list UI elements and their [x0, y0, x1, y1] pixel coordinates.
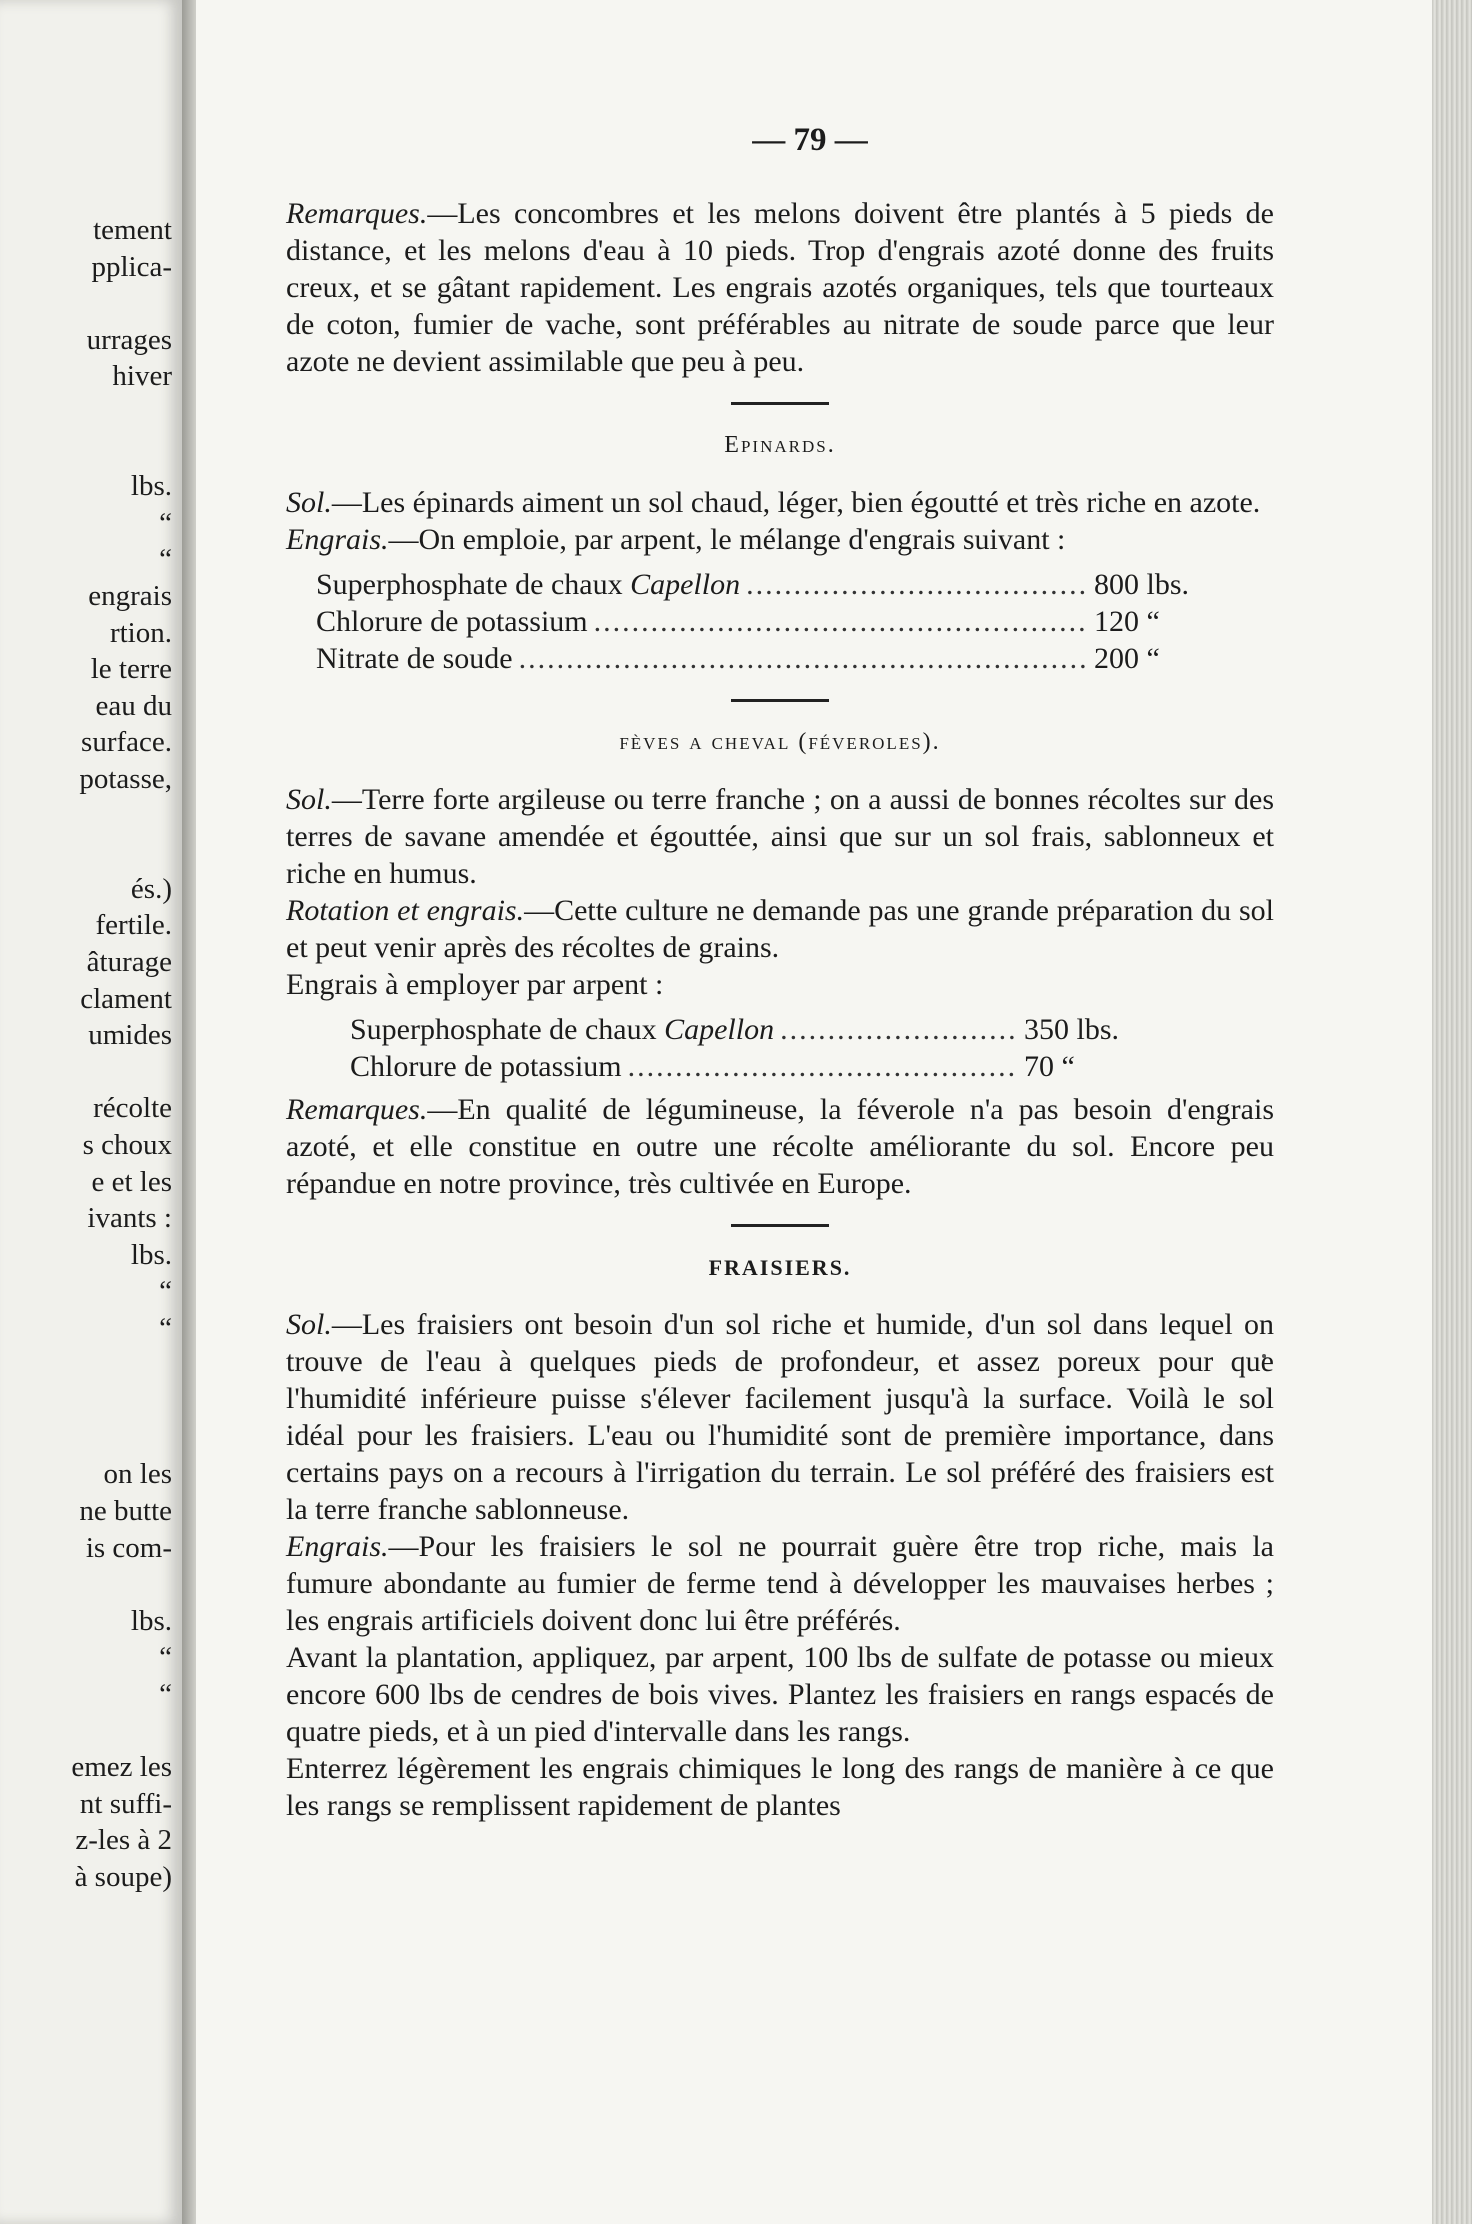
left-page-line: “: [159, 506, 172, 539]
left-page-line: emez les: [71, 1751, 172, 1784]
epinards-sol: [286, 484, 1274, 521]
paragraph-label: Sol.: [286, 783, 332, 816]
fertilizer-quantity: 200 “: [1094, 642, 1160, 675]
paragraph-label: Sol.: [286, 1308, 332, 1341]
left-page-line: pplica-: [91, 250, 172, 283]
epinards-engrais: [286, 521, 1274, 558]
left-page-line: ne butte: [79, 1495, 172, 1527]
table-row: [286, 566, 1274, 603]
left-page-line: is com-: [85, 1531, 172, 1564]
leader-dots: [594, 603, 1088, 640]
left-page-line: engrais: [88, 580, 172, 612]
left-page-line: és.): [130, 872, 172, 905]
left-page-line: lbs.: [130, 1604, 172, 1637]
fertilizer-brand: Capellon: [664, 1013, 775, 1046]
paragraph-text: —Terre forte argileuse ou terre franche ; on a aussi de bonnes récoltes sur des terres de savane amendée et égouttée, ainsi que sur un sol frais, sablonneux et riche en humus.: [286, 783, 1274, 890]
leader-dots: [780, 1011, 1018, 1048]
fertilizer-quantity: 800 lbs.: [1094, 568, 1190, 601]
table-row: [286, 1048, 1274, 1085]
fertilizer-name: Superphosphate de chaux: [316, 568, 631, 601]
fraisiers-sol: [286, 1306, 1274, 1528]
left-page-line: ivants :: [87, 1202, 172, 1235]
left-page-line: tement: [93, 214, 172, 246]
fertilizer-brand: Capellon: [630, 568, 741, 601]
fertilizer-name: Nitrate de soude: [316, 642, 513, 675]
left-page-line: z-les à 2: [75, 1824, 172, 1857]
paragraph-label: Sol.: [286, 486, 332, 519]
left-page-line: hiver: [112, 360, 172, 393]
fertilizer-quantity: 350 lbs.: [1024, 1013, 1120, 1046]
leader-dots: [746, 566, 1088, 603]
fraisiers-enterrez: [286, 1750, 1274, 1824]
page-content: [286, 122, 1274, 1824]
left-page-line: “: [159, 1312, 172, 1344]
left-page-line: rtion.: [109, 616, 172, 649]
left-page-line: “: [159, 1678, 172, 1710]
leader-dots: [519, 640, 1088, 677]
left-page-line: “: [159, 543, 172, 576]
paragraph-label: Rotation et engrais.: [286, 894, 525, 927]
fertilizer-name: Chlorure de potassium: [316, 605, 588, 638]
paragraph-text: —Les concombres et les melons doivent être plantés à 5 pieds de distance, et les melons d'eau à 10 pieds. Trop d'engrais azoté donne des fruits creux, et se gâtant rapidement. Les engrais azotés organiques, tels que tourteaux de coton, fumier de vache, sont préférables au nitrate de soude parce que leur azote ne devient assimilable que peu à peu.: [286, 197, 1274, 378]
fertilizer-name: Chlorure de potassium: [350, 1050, 622, 1083]
left-page-line: surface.: [81, 726, 172, 759]
left-page-line: on les: [103, 1458, 172, 1491]
left-page-fragment: [0, 0, 182, 2224]
heading-feves: fèves a cheval (féveroles).: [619, 729, 941, 755]
left-page-line: eau du: [95, 689, 172, 722]
book-gutter: [182, 0, 196, 2224]
left-page-line: lbs.: [130, 470, 172, 503]
paragraph-label: Engrais.: [286, 1530, 389, 1563]
paragraph-text: Engrais à employer par arpent :: [286, 968, 664, 1001]
paragraph-label: Remarques.: [286, 197, 428, 230]
fertilizer-quantity: 120 “: [1094, 605, 1160, 638]
table-row: [286, 603, 1274, 640]
heading-epinards: Epinards.: [724, 432, 836, 458]
heading-fraisiers: FRAISIERS.: [708, 1255, 852, 1280]
paragraph-label: Remarques.: [286, 1093, 428, 1126]
intro-remark: [286, 195, 1274, 380]
left-page-line: e et les: [91, 1165, 172, 1198]
left-page-line: nt suffi-: [79, 1787, 172, 1820]
fertilizer-name: Superphosphate de chaux: [350, 1013, 665, 1046]
left-page-line: potasse,: [79, 763, 172, 795]
fraisiers-engrais: [286, 1528, 1274, 1639]
feves-engrais-intro: [286, 966, 1274, 1003]
left-page-line: clament: [80, 982, 172, 1015]
left-page-line: récolte: [93, 1092, 172, 1125]
paragraph-text: —On emploie, par arpent, le mélange d'engrais suivant :: [388, 523, 1066, 556]
left-page-line: lbs.: [130, 1238, 172, 1271]
paragraph-text: —Les épinards aiment un sol chaud, léger, bien égoutté et très riche en azote.: [331, 486, 1261, 519]
paragraph-label: Engrais.: [286, 523, 389, 556]
paragraph-text: —Cette culture ne demande pas une grande préparation du sol et peut venir après des récoltes de grains.: [286, 894, 1274, 964]
paragraph-text: —Pour les fraisiers le sol ne pourrait guère être trop riche, mais la fumure abondante au fumier de ferme tend à développer les mauvaises herbes ; les engrais artificiels doivent donc lui être préférés.: [286, 1530, 1274, 1637]
table-row: [286, 640, 1274, 677]
paragraph-text: Enterrez légèrement les engrais chimiques le long des rangs de manière à ce que les rangs se remplissent rapidement de plantes: [286, 1752, 1274, 1822]
page-edge: [1432, 0, 1472, 2224]
feves-fertilizer-table: [286, 1011, 1274, 1085]
section-divider: [731, 402, 829, 405]
left-page-line: “: [159, 1641, 172, 1674]
left-page-line: umides: [88, 1019, 172, 1052]
leader-dots: [628, 1048, 1018, 1085]
paragraph-text: Avant la plantation, appliquez, par arpent, 100 lbs de sulfate de potasse ou mieux encore 600 lbs de cendres de bois vives. Plantez les fraisiers en rangs espacés de quatre pieds, et à un pied d'intervalle dans les rangs.: [286, 1641, 1274, 1748]
feves-sol: [286, 781, 1274, 892]
left-page-line: le terre: [90, 653, 172, 686]
left-page-line: s choux: [82, 1129, 172, 1161]
table-row: [286, 1011, 1274, 1048]
fraisiers-plantation: [286, 1639, 1274, 1750]
feves-rotation: [286, 892, 1274, 966]
left-page-line: à soupe): [74, 1861, 172, 1893]
left-page-line: fertile.: [95, 909, 172, 942]
left-page-line: âturage: [86, 946, 172, 978]
paragraph-text: —Les fraisiers ont besoin d'un sol riche et humide, d'un sol dans lequel on trouve de l'eau à quelques pieds de profondeur, et assez poreux pour que l'humidité inférieure puisse s'élever facilement jusqu'à la surface. Voilà le sol idéal pour les fraisiers. L'eau ou l'humidité sont de première importance, dans certains pays on a recours à l'irrigation du terrain. Le sol préféré des fraisiers est la terre franche sablonneuse.: [286, 1308, 1274, 1526]
section-divider: [731, 699, 829, 702]
epinards-fertilizer-table: [286, 566, 1274, 677]
paragraph-text: —En qualité de légumineuse, la féverole n'a pas besoin d'engrais azoté, et elle constitue en outre une récolte améliorante du sol. Encore peu répandue en notre province, très cultivée en Europe.: [286, 1093, 1274, 1200]
left-page-line: urrages: [86, 323, 172, 356]
section-divider: [731, 1224, 829, 1227]
feves-remarques: [286, 1091, 1274, 1202]
page-number: — 79 —: [752, 122, 868, 158]
left-page-line: “: [159, 1275, 172, 1308]
fertilizer-quantity: 70 “: [1024, 1050, 1075, 1083]
